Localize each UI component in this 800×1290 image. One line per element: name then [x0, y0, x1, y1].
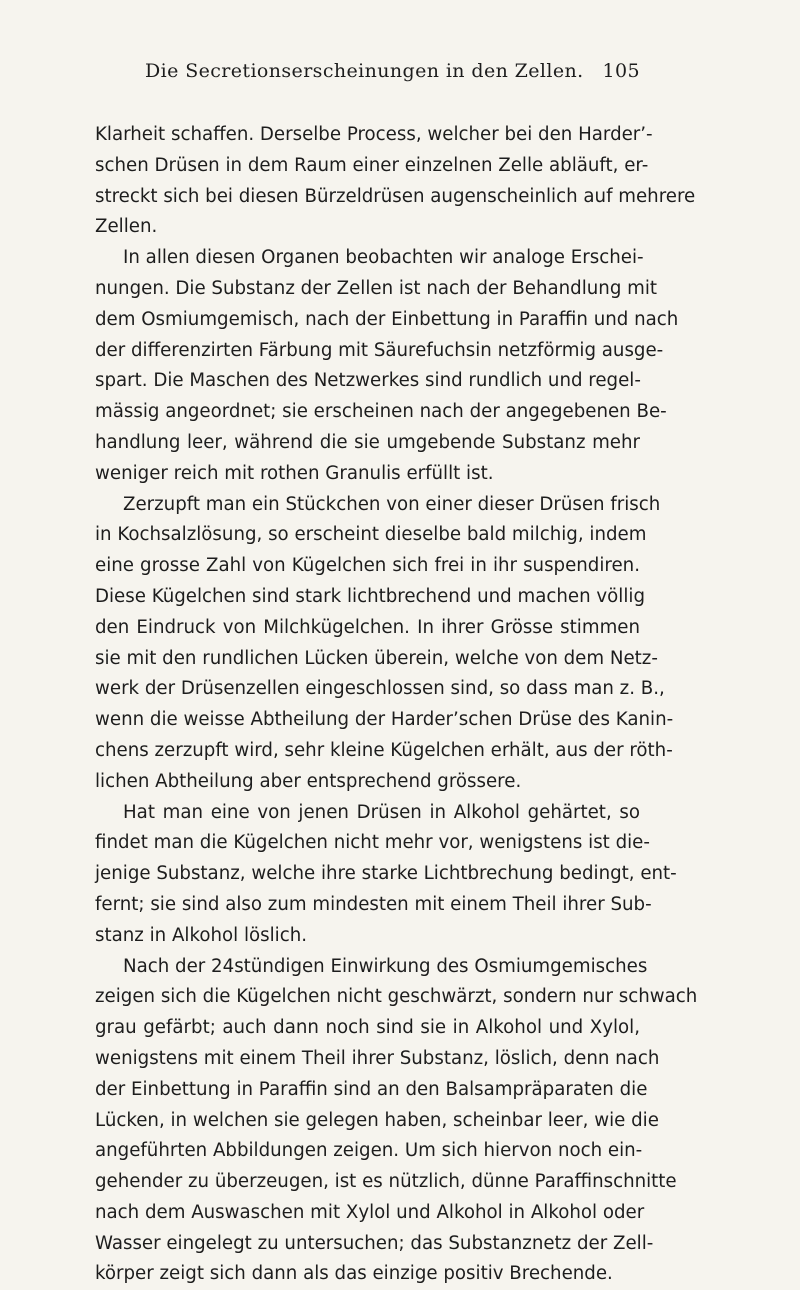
- text-line: nungen. Die Substanz der Zellen ist nach der Behandlung mit: [95, 277, 658, 299]
- text-line: grau gefärbt; auch dann noch sind sie in Alkohol und Xylol,: [95, 1017, 640, 1039]
- text-line: mässig angeordnet; sie erscheinen nach der angegebenen Be-: [95, 401, 667, 423]
- text-line: fernt; sie sind also zum mindesten mit einem Theil ihrer Sub-: [95, 893, 652, 915]
- text-line: weniger reich mit rothen Granulis erfüllt ist.: [95, 462, 494, 484]
- text-line: wenn die weisse Abtheilung der Harder’schen Drüse des Kanin-: [95, 709, 674, 731]
- text-line: Zerzupft man ein Stückchen von einer dieser Drüsen frisch: [123, 493, 661, 515]
- text-line: Wasser eingelegt zu untersuchen; das Substanznetz der Zell-: [95, 1232, 654, 1254]
- text-line: eine grosse Zahl von Kügelchen sich frei in ihr suspendiren.: [95, 555, 640, 577]
- text-line: schen Drüsen in dem Raum einer einzelnen Zelle abläuft, er-: [95, 154, 649, 176]
- running-header: [145, 60, 640, 82]
- text-line: werk der Drüsenzellen eingeschlossen sind, so dass man z. B.,: [95, 678, 665, 700]
- text-line: dem Osmiumgemisch, nach der Einbettung in Paraffin und nach: [95, 308, 679, 330]
- text-line: streckt sich bei diesen Bürzeldrüsen augenscheinlich auf mehrere: [95, 185, 696, 207]
- text-line: Nach der 24stündigen Einwirkung des Osmiumgemisches: [123, 955, 648, 977]
- text-line: körper zeigt sich dann als das einzige positiv Brechende.: [95, 1263, 613, 1285]
- text-line: Zellen.: [95, 216, 158, 238]
- text-line: nach dem Auswaschen mit Xylol und Alkohol in Alkohol oder: [95, 1201, 645, 1223]
- text-line: stanz in Alkohol löslich.: [95, 924, 308, 946]
- body-text: [95, 120, 698, 1290]
- text-line: wenigstens mit einem Theil ihrer Substanz, löslich, denn nach: [95, 1047, 660, 1069]
- text-line: findet man die Kügelchen nicht mehr vor, wenigstens ist die-: [95, 832, 650, 854]
- text-line: gehender zu überzeugen, ist es nützlich, dünne Paraffinschnitte: [95, 1171, 677, 1193]
- text-line: zeigen sich die Kügelchen nicht geschwärzt, sondern nur schwach: [95, 986, 698, 1008]
- running-title: Die Secretionserscheinungen in den Zellen.: [145, 60, 584, 82]
- text-line: den Eindruck von Milchkügelchen. In ihrer Grösse stimmen: [95, 616, 640, 638]
- text-line: Diese Kügelchen sind stark lichtbrechend und machen völlig: [95, 585, 645, 607]
- text-line: angeführten Abbildungen zeigen. Um sich hiervon noch ein-: [95, 1140, 643, 1162]
- text-line: In allen diesen Organen beobachten wir analoge Erschei-: [123, 247, 644, 269]
- text-line: in Kochsalzlösung, so erscheint dieselbe bald milchig, indem: [95, 524, 647, 546]
- page-number: 105: [602, 60, 640, 82]
- text-line: Hat man eine von jenen Drüsen in Alkohol gehärtet, so: [123, 801, 640, 823]
- text-line: Klarheit schaffen. Derselbe Process, welcher bei den Harder’-: [95, 124, 653, 145]
- text-line: der differenzirten Färbung mit Säurefuchsin netzförmig ausge-: [95, 339, 664, 361]
- text-line: jenige Substanz, welche ihre starke Lichtbrechung bedingt, ent-: [95, 863, 677, 885]
- text-line: der Einbettung in Paraffin sind an den Balsampräparaten die: [95, 1078, 648, 1100]
- text-line: chens zerzupft wird, sehr kleine Kügelchen erhält, aus der röth-: [95, 739, 673, 761]
- text-line: Lücken, in welchen sie gelegen haben, scheinbar leer, wie die: [95, 1109, 659, 1131]
- text-line: spart. Die Maschen des Netzwerkes sind rundlich und regel-: [95, 370, 641, 392]
- text-line: sie mit den rundlichen Lücken überein, welche von dem Netz-: [95, 647, 658, 669]
- text-line: handlung leer, während die sie umgebende Substanz mehr: [95, 431, 640, 453]
- text-line: lichen Abtheilung aber entsprechend grössere.: [95, 770, 522, 792]
